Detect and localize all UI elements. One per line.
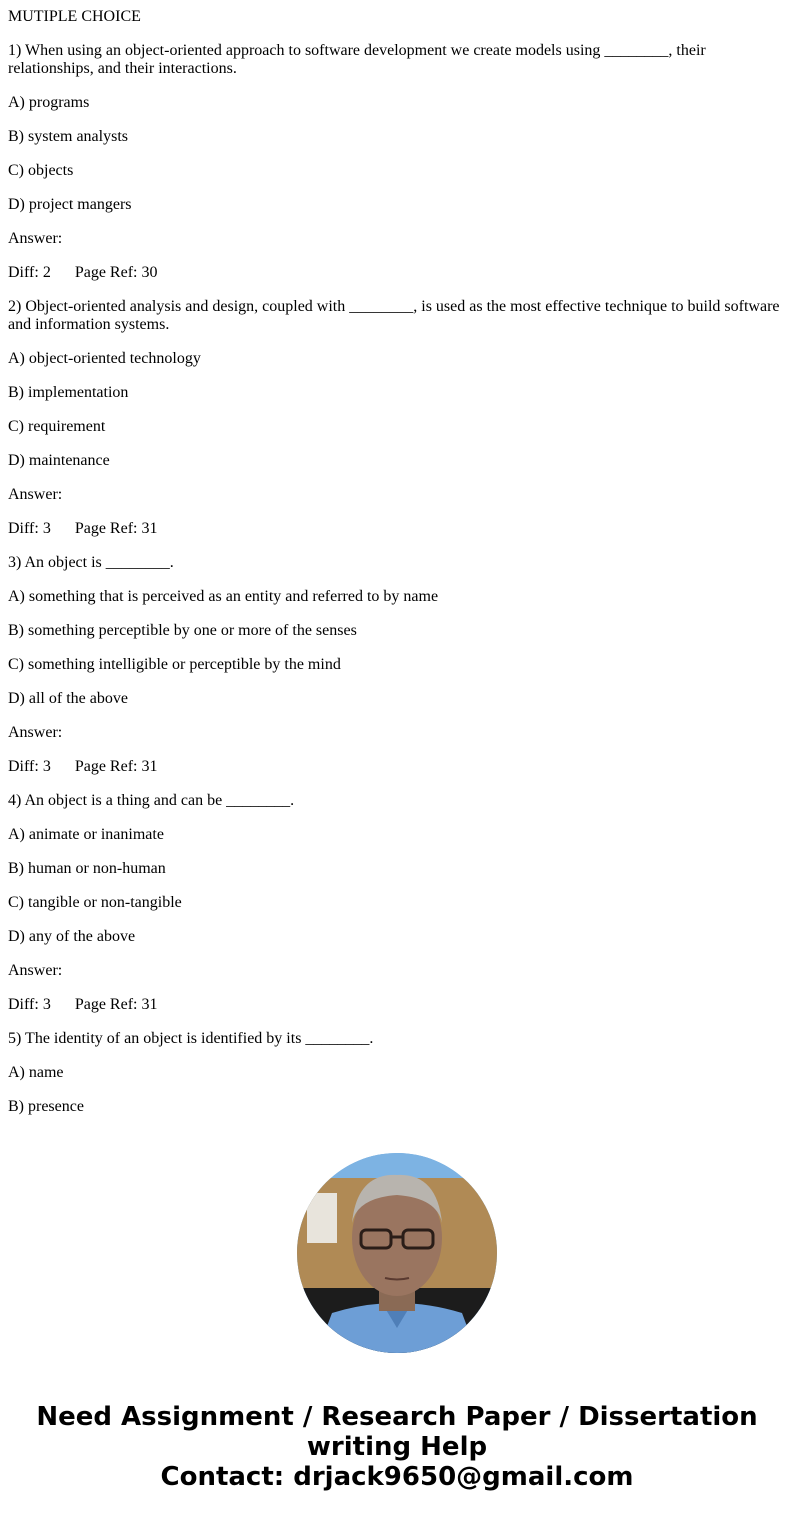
option: B) something perceptible by one or more of the senses	[8, 622, 357, 639]
promo-line-2: writing Help	[306, 1432, 488, 1462]
difficulty: Diff: 3	[8, 758, 51, 775]
option: A) animate or inanimate	[8, 826, 164, 843]
difficulty: Diff: 3	[8, 520, 51, 537]
difficulty: Diff: 2	[8, 264, 51, 281]
person-photo-icon	[297, 1153, 497, 1353]
option: C) something intelligible or perceptible by the mind	[8, 656, 341, 673]
answer-label: Answer:	[8, 230, 63, 247]
option: C) objects	[8, 162, 74, 179]
option: D) all of the above	[8, 690, 128, 707]
page-ref: Page Ref: 31	[74, 996, 158, 1013]
question-meta	[8, 996, 786, 1014]
question-text: 1) When using an object-oriented approach to software development we create models using ________, their relationships, and their interactions.	[8, 42, 706, 77]
answer-label: Answer:	[8, 724, 63, 741]
option: B) implementation	[8, 384, 129, 401]
answer-label: Answer:	[8, 486, 63, 503]
option: D) maintenance	[8, 452, 110, 469]
option: A) programs	[8, 94, 90, 111]
option: A) object-oriented technology	[8, 350, 201, 367]
option: D) project mangers	[8, 196, 132, 213]
option: D) any of the above	[8, 928, 136, 945]
question-meta	[8, 520, 786, 538]
difficulty: Diff: 3	[8, 996, 51, 1013]
option: A) name	[8, 1064, 64, 1081]
question-text: 5) The identity of an object is identified by its ________.	[8, 1030, 374, 1047]
option: B) presence	[8, 1098, 84, 1115]
promo-contact: Contact: drjack9650@gmail.com	[160, 1462, 634, 1492]
page-ref: Page Ref: 31	[74, 520, 158, 537]
promo-line-1: Need Assignment / Research Paper / Dissertation	[36, 1402, 758, 1432]
answer-label: Answer:	[8, 962, 63, 979]
page-ref: Page Ref: 31	[74, 758, 158, 775]
promo-banner	[0, 1402, 794, 1492]
option: A) something that is perceived as an entity and referred to by name	[8, 588, 439, 605]
avatar	[297, 1153, 497, 1353]
option: C) requirement	[8, 418, 106, 435]
page-ref: Page Ref: 30	[74, 264, 158, 281]
question-text: 2) Object-oriented analysis and design, coupled with ________, is used as the most effective technique to build software and information systems.	[8, 298, 780, 333]
section-heading: MUTIPLE CHOICE	[8, 8, 141, 25]
question-meta	[8, 758, 786, 776]
question-text: 3) An object is ________.	[8, 554, 174, 571]
option: C) tangible or non-tangible	[8, 894, 182, 911]
document-body	[8, 8, 786, 1132]
option: B) human or non-human	[8, 860, 166, 877]
question-text: 4) An object is a thing and can be ________.	[8, 792, 295, 809]
question-meta	[8, 264, 786, 282]
option: B) system analysts	[8, 128, 128, 145]
